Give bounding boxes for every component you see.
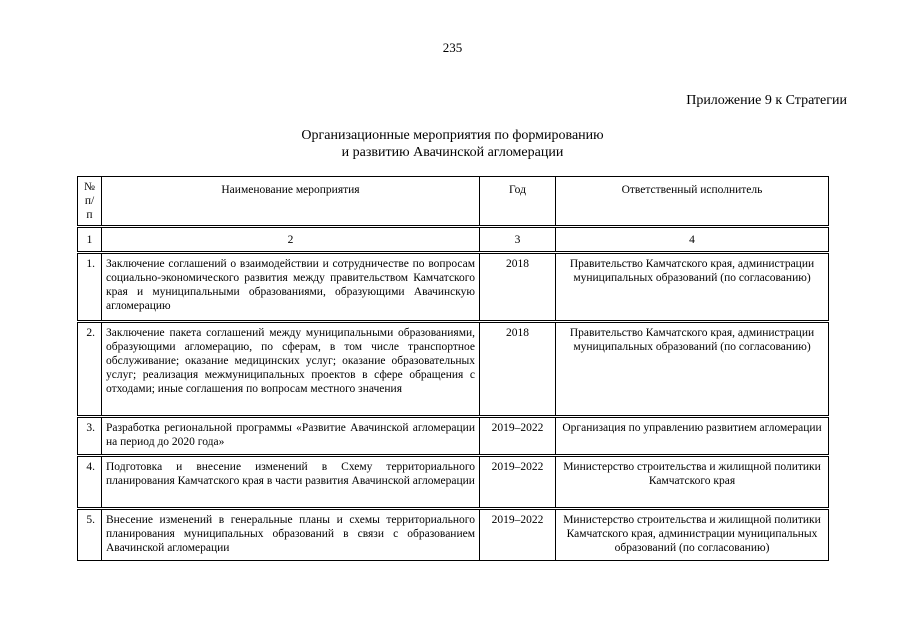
activities-table <box>77 176 829 561</box>
column-number: 3 <box>480 227 556 253</box>
row-num: 2. <box>78 322 102 417</box>
header-responsible: Ответственный исполнитель <box>556 177 829 227</box>
header-name: Наименование мероприятия <box>102 177 480 227</box>
row-responsible: Министерство строительства и жилищной политики Камчатского края <box>556 456 829 509</box>
row-responsible: Правительство Камчатского края, администрации муниципальных образований (по согласованию) <box>556 253 829 322</box>
row-num: 4. <box>78 456 102 509</box>
row-name: Подготовка и внесение изменений в Схему территориального планирования Камчатского края в части развития Авачинской агломерации <box>102 456 480 509</box>
document-title-line-2: и развитию Авачинской агломерации <box>341 145 564 160</box>
document-title <box>0 127 905 161</box>
row-year: 2018 <box>480 322 556 417</box>
column-numbers-row <box>78 227 829 253</box>
document-title-line-1: Организационные мероприятия по формированию <box>301 128 604 143</box>
row-num: 5. <box>78 509 102 561</box>
column-number: 1 <box>78 227 102 253</box>
header-year: Год <box>480 177 556 227</box>
header-num <box>78 177 102 227</box>
header-num-line-1: № <box>84 181 95 193</box>
row-year: 2019–2022 <box>480 417 556 456</box>
row-num: 3. <box>78 417 102 456</box>
row-name: Заключение соглашений о взаимодействии и сотрудничестве по вопросам социально-экономического развития между правительством Камчатского края и муниципальными образованиями, образующими Авачинскую агломерацию <box>102 253 480 322</box>
appendix-label: Приложение 9 к Стратегии <box>686 93 847 108</box>
row-year: 2018 <box>480 253 556 322</box>
column-number: 2 <box>102 227 480 253</box>
column-number: 4 <box>556 227 829 253</box>
row-name: Заключение пакета соглашений между муниципальными образованиями, образующими агломерацию, по сферам, в том числе транспортное обслуживание; оказание медицинских услуг; оказание образовательных услуг; реализация межмуниципальных проектов в сфере обращения с отходами; иные соглашения по вопросам местного значения <box>102 322 480 417</box>
table-row <box>78 417 829 456</box>
table-header-row <box>78 177 829 227</box>
table-row <box>78 456 829 509</box>
table-row <box>78 322 829 417</box>
header-num-line-2: п/п <box>84 195 95 221</box>
row-year: 2019–2022 <box>480 456 556 509</box>
row-num: 1. <box>78 253 102 322</box>
table-row <box>78 253 829 322</box>
table-row <box>78 509 829 561</box>
row-responsible: Правительство Камчатского края, администрации муниципальных образований (по согласованию) <box>556 322 829 417</box>
row-name: Разработка региональной программы «Развитие Авачинской агломерации на период до 2020 года» <box>102 417 480 456</box>
page-number: 235 <box>442 40 463 55</box>
row-year: 2019–2022 <box>480 509 556 561</box>
row-responsible: Организация по управлению развитием агломерации <box>556 417 829 456</box>
row-responsible: Министерство строительства и жилищной политики Камчатского края, администрации муниципальных образований (по согласованию) <box>556 509 829 561</box>
row-name: Внесение изменений в генеральные планы и схемы территориального планирования муниципальных образований в связи с образованием Авачинской агломерации <box>102 509 480 561</box>
